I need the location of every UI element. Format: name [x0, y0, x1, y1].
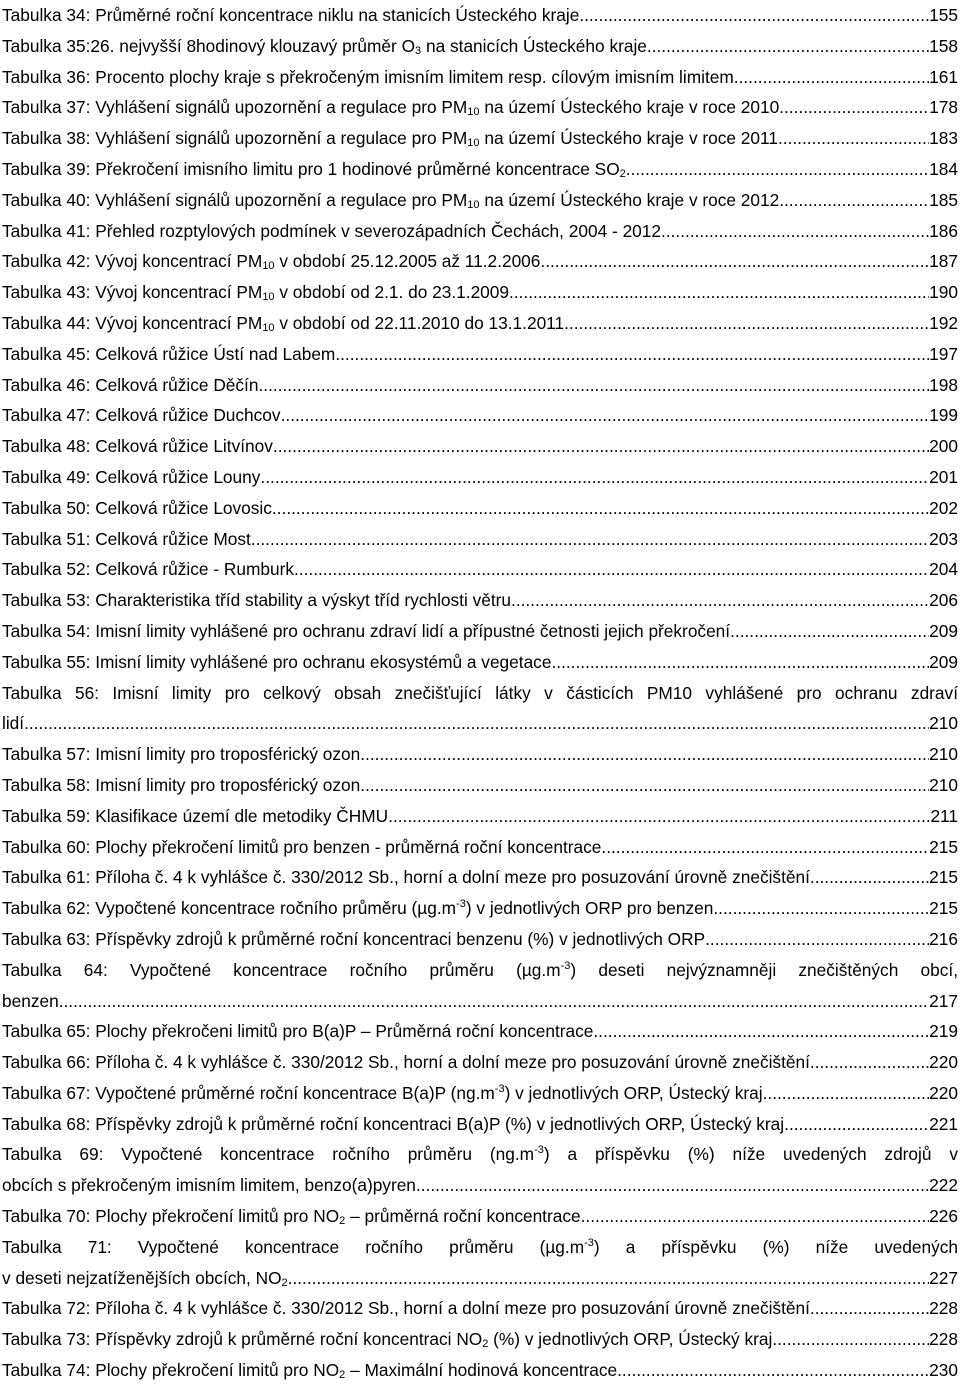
leader-dots [281, 400, 930, 431]
page-number: 161 [929, 66, 958, 87]
entry-label-cont: ) v jednotlivých ORP pro benzen [465, 898, 714, 919]
leader-dots [251, 524, 929, 555]
page-number: 215 [929, 867, 958, 888]
table-of-contents [2, 0, 958, 1386]
entry-line-1 [2, 678, 958, 709]
leader-dots [705, 924, 929, 955]
leader-dots [511, 585, 929, 616]
entry-label: Tabulka 54: Imisní limity vyhlášené pro ochranu zdraví lidí a přípustné četnosti jejich překročení [2, 620, 731, 641]
toc-entry[interactable] [2, 524, 958, 555]
page-number: 222 [929, 1175, 958, 1196]
toc-entry[interactable] [2, 123, 958, 154]
entry-label-cont: ) v jednotlivých ORP, Ústecký kraj [504, 1082, 763, 1103]
toc-entry[interactable] [2, 308, 958, 339]
subscript: 10 [262, 321, 275, 334]
subscript: 2 [482, 1338, 489, 1351]
toc-entry[interactable] [2, 554, 958, 585]
leader-dots [763, 1078, 930, 1109]
entry-label-cont: ) a příspěvku (%) níže uvedených [593, 1236, 958, 1257]
leader-dots [294, 554, 929, 585]
page-number: 178 [929, 97, 958, 118]
toc-entry[interactable] [2, 862, 958, 893]
toc-entry[interactable] [2, 678, 958, 740]
toc-entry[interactable] [2, 154, 958, 185]
toc-entry[interactable] [2, 185, 958, 216]
toc-entry[interactable] [2, 801, 958, 832]
entry-label: Tabulka 62: Vypočtené koncentrace ročního průměru (µg.m [2, 898, 457, 919]
entry-label-cont: ) a příspěvku (%) níže uvedených zdrojů v [543, 1144, 958, 1165]
page-number: 186 [929, 220, 958, 241]
toc-entry[interactable] [2, 647, 958, 678]
page-number: 209 [929, 651, 958, 672]
entry-label: Tabulka 63: Příspěvky zdrojů k průměrné roční koncentraci benzenu (%) v jednotlivých ORP [2, 928, 706, 949]
page-number: 187 [929, 251, 958, 272]
entry-label: Tabulka 46: Celková růžice Děčín [2, 374, 259, 395]
entry-label: Tabulka 66: Příloha č. 4 k vyhlášce č. 330/2012 Sb., horní a dolní meze pro posuzování úrovně znečištění [2, 1052, 810, 1073]
superscript: -3 [456, 898, 466, 911]
page-number: 197 [929, 343, 958, 364]
page-number: 220 [929, 1082, 958, 1103]
entry-label: Tabulka 73: Příspěvky zdrojů k průměrné roční koncentraci NO [2, 1329, 483, 1350]
entry-label: Tabulka 56: Imisní limity pro celkový obsah znečišťující látky v částicích PM10 vyhlášené pro ochranu zdraví [2, 682, 958, 703]
entry-label: Tabulka 55: Imisní limity vyhlášené pro ochranu ekosystémů a vegetace [2, 651, 552, 672]
entry-label-cont: na stanicích Ústeckého kraje [421, 35, 647, 56]
toc-entry[interactable] [2, 0, 958, 31]
leader-dots [258, 370, 929, 401]
entry-label: Tabulka 50: Celková růžice Lovosic [2, 497, 272, 518]
page-number: 226 [929, 1206, 958, 1227]
toc-entry[interactable] [2, 493, 958, 524]
entry-label: Tabulka 64: Vypočtené koncentrace ročního průměru (µg.m [2, 959, 561, 980]
entry-label-cont: v období od 22.11.2010 do 13.1.2011 [274, 312, 565, 333]
leader-dots [661, 216, 929, 247]
subscript: 2 [281, 1276, 288, 1289]
entry-line-1 [2, 1232, 958, 1263]
leader-dots [272, 493, 929, 524]
toc-entry[interactable] [2, 832, 958, 863]
entry-label-line2: benzen [2, 990, 59, 1011]
entry-label: Tabulka 45: Celková růžice Ústí nad Labem [2, 343, 336, 364]
page-number: 216 [929, 928, 958, 949]
page-number: 209 [929, 620, 958, 641]
leader-dots [564, 308, 929, 339]
page-number: 158 [929, 35, 958, 56]
toc-entry[interactable] [2, 1109, 958, 1140]
page-number: 155 [929, 5, 958, 25]
entry-label: Tabulka 34: Průměrné roční koncentrace niklu na stanicích Ústeckého kraje [2, 5, 580, 25]
entry-label: Tabulka 41: Přehled rozptylových podmínek v severozápadních Čechách, 2004 - 2012 [2, 220, 662, 241]
entry-label-cont: – Maximální hodinová koncentrace [345, 1360, 618, 1381]
entry-label: Tabulka 39: Překročení imisního limitu pro 1 hodinové průměrné koncentrace SO [2, 158, 620, 179]
subscript: 3 [415, 44, 422, 57]
leader-dots [779, 185, 929, 216]
entry-label: Tabulka 57: Imisní limity pro troposférický ozon [2, 744, 361, 765]
leader-dots [778, 123, 929, 154]
page-number: 183 [929, 128, 958, 149]
page-number: 206 [929, 590, 958, 611]
entry-label: Tabulka 37: Vyhlášení signálů upozornění a regulace pro PM [2, 97, 468, 118]
page-number: 215 [929, 836, 958, 857]
entry-label: Tabulka 58: Imisní limity pro troposférický ozon [2, 774, 361, 795]
leader-dots [593, 1016, 929, 1047]
leader-dots [59, 986, 929, 1017]
leader-dots [713, 893, 929, 924]
leader-dots [540, 246, 929, 277]
page-number: 230 [929, 1360, 958, 1381]
leader-dots [617, 1355, 929, 1386]
leader-dots [335, 339, 929, 370]
toc-entry[interactable] [2, 31, 958, 62]
page-number: 221 [929, 1113, 958, 1134]
toc-entry[interactable] [2, 739, 958, 770]
page-number: 203 [929, 528, 958, 549]
entry-label: Tabulka 53: Charakteristika tříd stability a výskyt tříd rychlosti větru [2, 590, 512, 611]
entry-line-1 [2, 955, 958, 986]
entry-label: Tabulka 40: Vyhlášení signálů upozornění a regulace pro PM [2, 189, 468, 210]
superscript: -3 [560, 959, 571, 972]
entry-label-cont: (%) v jednotlivých ORP, Ústecký kraj [488, 1329, 773, 1350]
subscript: 2 [339, 1215, 346, 1228]
subscript: 10 [467, 137, 480, 150]
toc-entry[interactable] [2, 1232, 958, 1294]
page-number: 215 [929, 898, 958, 919]
toc-entry[interactable] [2, 585, 958, 616]
entry-label-cont: – průměrná roční koncentrace [345, 1206, 581, 1227]
entry-label-line2: lidí [2, 713, 25, 734]
page-number: 219 [929, 1021, 958, 1042]
page-number: 199 [929, 405, 958, 426]
entry-label: Tabulka 42: Vývoj koncentrací PM [2, 251, 263, 272]
toc-entry[interactable] [2, 1201, 958, 1232]
toc-entry[interactable] [2, 1047, 958, 1078]
entry-label-cont: na území Ústeckého kraje v roce 2012 [479, 189, 780, 210]
subscript: 2 [619, 167, 626, 180]
entry-label: Tabulka 51: Celková růžice Most [2, 528, 251, 549]
leader-dots [810, 862, 929, 893]
entry-label-line2: v deseti nejzatíženějších obcích, NO [2, 1267, 282, 1288]
entry-label: Tabulka 38: Vyhlášení signálů upozornění a regulace pro PM [2, 128, 468, 149]
entry-label: Tabulka 69: Vypočtené koncentrace ročního průměru (ng.m [2, 1144, 535, 1165]
leader-dots [772, 1324, 929, 1355]
toc-entry[interactable] [2, 893, 958, 924]
entry-label: Tabulka 48: Celková růžice Litvínov [2, 436, 273, 457]
toc-entry[interactable] [2, 92, 958, 123]
leader-dots [734, 62, 929, 93]
superscript: -3 [534, 1144, 544, 1157]
toc-entry[interactable] [2, 1355, 958, 1386]
toc-entry[interactable] [2, 370, 958, 401]
page-number: 192 [929, 312, 958, 333]
entry-label: Tabulka 52: Celková růžice - Rumburk [2, 559, 294, 580]
toc-entry[interactable] [2, 62, 958, 93]
toc-entry[interactable] [2, 277, 958, 308]
entry-label: Tabulka 60: Plochy překročení limitů pro benzen - průměrná roční koncentrace [2, 836, 602, 857]
leader-dots [810, 1293, 929, 1324]
entry-label: Tabulka 72: Příloha č. 4 k vyhlášce č. 330/2012 Sb., horní a dolní meze pro posuzování úrovně znečištění [2, 1298, 810, 1319]
leader-dots [360, 770, 929, 801]
entry-label: Tabulka 49: Celková růžice Louny [2, 466, 261, 487]
toc-entry[interactable] [2, 246, 958, 277]
subscript: 10 [467, 198, 480, 211]
superscript: -3 [494, 1082, 505, 1095]
entry-label: Tabulka 74: Plochy překročení limitů pro NO [2, 1360, 340, 1381]
page-number: 202 [929, 497, 958, 518]
entry-label: Tabulka 59: Klasifikace území dle metodiky ČHMU [2, 805, 389, 826]
toc-entry[interactable] [2, 1078, 958, 1109]
subscript: 2 [339, 1369, 346, 1382]
leader-dots [779, 92, 929, 123]
leader-dots [626, 154, 929, 185]
page-number: 227 [929, 1267, 958, 1288]
page-number: 228 [929, 1298, 958, 1319]
page-number: 211 [930, 805, 958, 826]
subscript: 10 [262, 291, 275, 304]
entry-label-cont: v období od 2.1. do 23.1.2009 [274, 282, 510, 303]
entry-label-cont: na území Ústeckého kraje v roce 2010 [479, 97, 780, 118]
leader-dots [260, 462, 929, 493]
entry-line-1 [2, 1139, 958, 1170]
page-number: 220 [929, 1052, 958, 1073]
page-number: 228 [929, 1329, 958, 1350]
page-number: 217 [929, 990, 958, 1011]
toc-entry[interactable] [2, 924, 958, 955]
toc-entry[interactable] [2, 216, 958, 247]
leader-dots [388, 801, 930, 832]
entry-label-cont: v období 25.12.2005 až 11.2.2006 [274, 251, 541, 272]
entry-label-line2: obcích s překročeným imisním limitem, benzo(a)pyren [2, 1175, 416, 1196]
page-number: 198 [929, 374, 958, 395]
entry-label: Tabulka 44: Vývoj koncentrací PM [2, 312, 263, 333]
leader-dots [581, 1201, 930, 1232]
toc-entry[interactable] [2, 431, 958, 462]
page-number: 210 [929, 774, 958, 795]
toc-entry[interactable] [2, 770, 958, 801]
page-number: 190 [929, 282, 958, 303]
toc-entry[interactable] [2, 616, 958, 647]
page-number: 210 [929, 713, 958, 734]
toc-entry[interactable] [2, 1139, 958, 1201]
entry-label: Tabulka 68: Příspěvky zdrojů k průměrné roční koncentraci B(a)P (%) v jednotlivých ORP, Ústecký kraj [2, 1113, 785, 1134]
entry-label: Tabulka 65: Plochy překročeni limitů pro B(a)P – Průměrná roční koncentrace [2, 1021, 594, 1042]
page-number: 201 [929, 466, 958, 487]
toc-entry[interactable] [2, 1324, 958, 1355]
entry-label-cont: ) deseti nejvýznamněji znečištěných obcí, [570, 959, 958, 980]
entry-label-cont: na území Ústeckého kraje v roce 2011 [479, 128, 778, 149]
leader-dots [360, 739, 929, 770]
leader-dots [730, 616, 929, 647]
entry-label: Tabulka 67: Vypočtené průměrné roční koncentrace B(a)P (ng.m [2, 1082, 495, 1103]
leader-dots [579, 0, 929, 31]
page-number: 185 [929, 189, 958, 210]
entry-label: Tabulka 61: Příloha č. 4 k vyhlášce č. 330/2012 Sb., horní a dolní meze pro posuzování úrovně znečištění [2, 867, 810, 888]
leader-dots [416, 1170, 929, 1201]
leader-dots [288, 1263, 930, 1294]
entry-label: Tabulka 70: Plochy překročení limitů pro NO [2, 1206, 340, 1227]
toc-entry[interactable] [2, 1293, 958, 1324]
entry-label: Tabulka 47: Celková růžice Duchcov [2, 405, 281, 426]
page-number: 210 [929, 744, 958, 765]
leader-dots [509, 277, 929, 308]
page-number: 204 [929, 559, 958, 580]
toc-entry[interactable] [2, 1016, 958, 1047]
leader-dots [551, 647, 929, 678]
entry-label: Tabulka 43: Vývoj koncentrací PM [2, 282, 263, 303]
page-number: 200 [929, 436, 958, 457]
entry-label: Tabulka 36: Procento plochy kraje s překročeným imisním limitem resp. cílovým imisním limitem [2, 66, 734, 87]
leader-dots [601, 832, 929, 863]
toc-entry[interactable] [2, 462, 958, 493]
toc-entry[interactable] [2, 339, 958, 370]
leader-dots [24, 708, 929, 739]
leader-dots [647, 31, 929, 62]
subscript: 10 [467, 106, 480, 119]
toc-entry[interactable] [2, 400, 958, 431]
toc-entry[interactable] [2, 955, 958, 1017]
entry-label: Tabulka 35:26. nejvyšší 8hodinový klouzavý průměr O [2, 35, 416, 56]
leader-dots [810, 1047, 929, 1078]
entry-label: Tabulka 71: Vypočtené koncentrace ročního průměru (µg.m [2, 1236, 585, 1257]
leader-dots [784, 1109, 929, 1140]
subscript: 10 [262, 260, 275, 273]
leader-dots [273, 431, 929, 462]
page-number: 184 [929, 158, 958, 179]
superscript: -3 [584, 1236, 594, 1249]
